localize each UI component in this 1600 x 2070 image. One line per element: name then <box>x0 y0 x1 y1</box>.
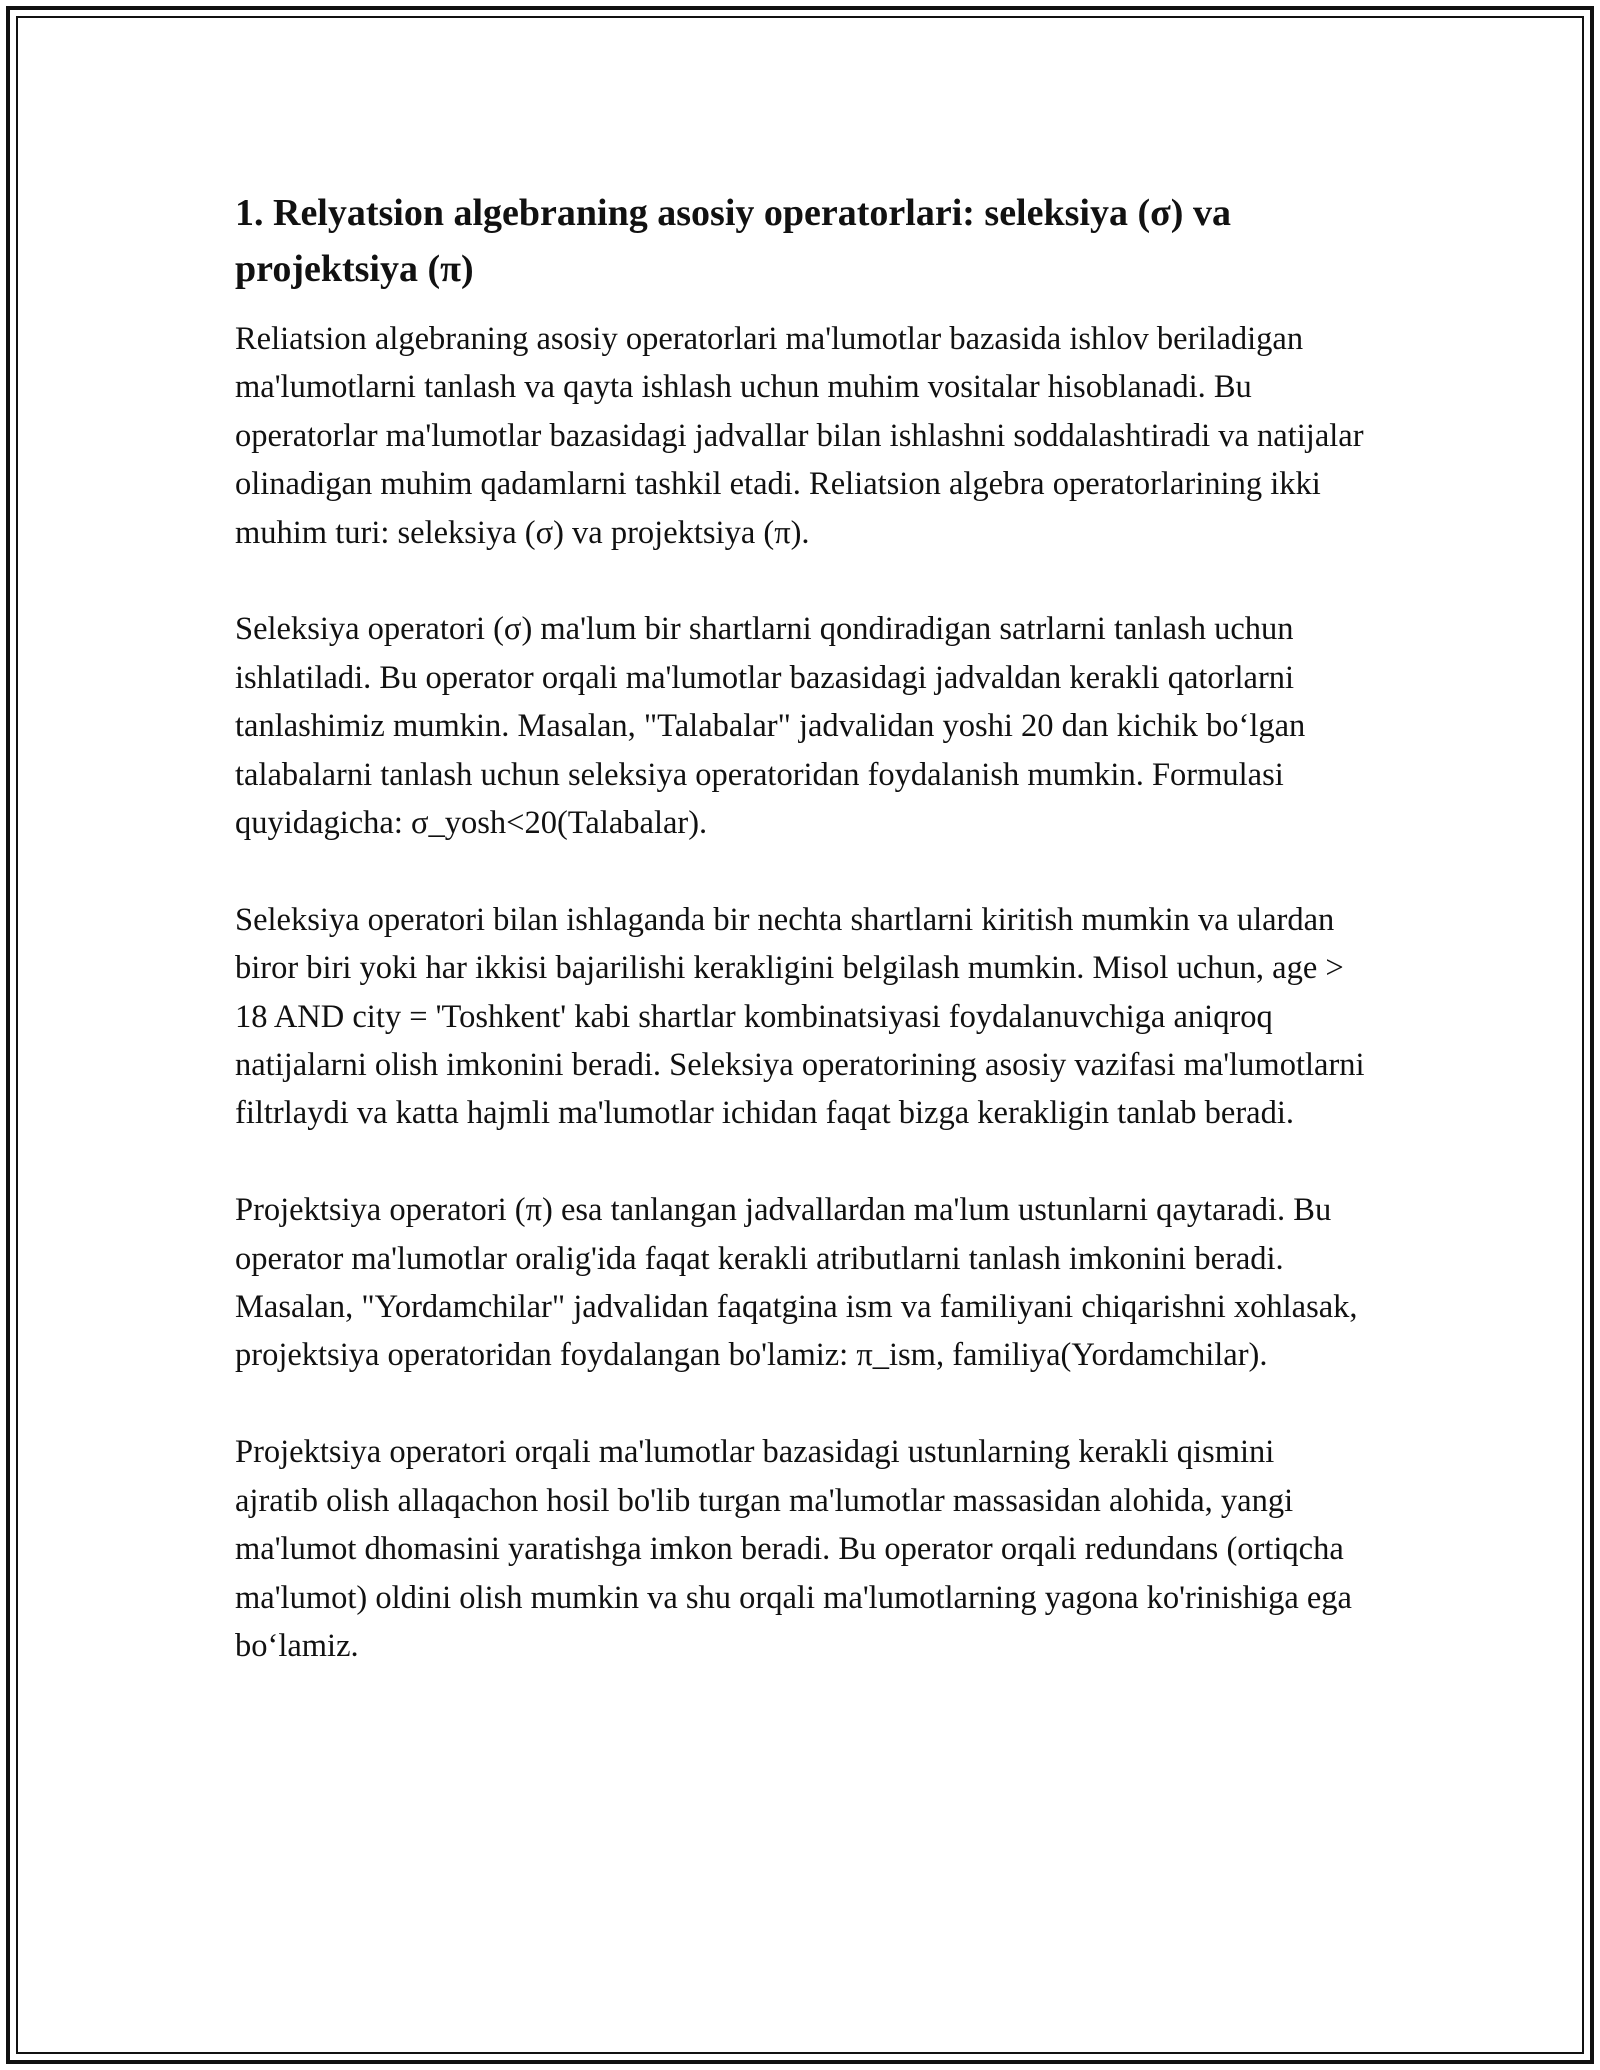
document-body <box>235 185 1365 1719</box>
paragraph-selection: Seleksiya operatori (σ) ma'lum bir shartlarni qondiradigan satrlarni tanlash uchun ishlatiladi. Bu operator orqali ma'lumotlar bazasidagi jadvaldan kerakli qatorlarni tanlashimiz mumkin. Masalan, "Talabalar" jadvalidan yoshi 20 dan kichik bo‘lgan talabalarni tanlash uchun seleksiya operatoridan foydalanish mumkin. Formulasi quyidagicha: σ_yosh<20(Talabalar). <box>235 611 1306 842</box>
section-title: 1. Relyatsion algebraning asosiy operatorlari: seleksiya (σ) va projektsiya (π) <box>235 192 1231 290</box>
paragraph-selection-conditions: Seleksiya operatori bilan ishlaganda bir nechta shartlarni kiritish mumkin va ulardan biror biri yoki har ikkisi bajarilishi kerakligini belgilash mumkin. Misol uchun, age > 18 AND city = 'Toshkent' kabi shartlar kombinatsiyasi foydalanuvchiga aniqroq natijalarni olish imkonini beradi. Seleksiya operatorining asosiy vazifasi ma'lumotlarni filtrlaydi va katta hajmli ma'lumotlar ichidan faqat bizga kerakligin tanlab beradi. <box>235 901 1365 1132</box>
paragraph-projection-benefits: Projektsiya operatori orqali ma'lumotlar bazasidagi ustunlarning kerakli qismini ajratib olish allaqachon hosil bo'lib turgan ma'lumotlar massasidan alohida, yangi ma'lumot dhomasini yaratishga imkon beradi. Bu operator orqali redundans (ortiqcha ma'lumot) oldini olish mumkin va shu orqali ma'lumotlarning yagona ko'rinishiga ega bo‘lamiz. <box>235 1434 1352 1664</box>
paragraph-intro: Reliatsion algebraning asosiy operatorlari ma'lumotlar bazasida ishlov beriladigan ma'lumotlarni tanlash va qayta ishlash uchun muhim vositalar hisoblanadi. Bu operatorlar ma'lumotlar bazasidagi jadvallar bilan ishlashni soddalashtiradi va natijalar olinadigan muhim qadamlarni tashkil etadi. Reliatsion algebra operatorlarining ikki muhim turi: seleksiya (σ) va projektsiya (π). <box>235 321 1364 551</box>
paragraph-projection: Projektsiya operatori (π) esa tanlangan jadvallardan ma'lum ustunlarni qaytaradi. Bu operator ma'lumotlar oralig'ida faqat kerakli atributlarni tanlash imkonini beradi. Masalan, "Yordamchilar" jadvalidan faqatgina ism va familiyani chiqarishni xohlasak, projektsiya operatoridan foydalangan bo'lamiz: π_ism, familiya(Yordamchilar). <box>235 1192 1358 1374</box>
